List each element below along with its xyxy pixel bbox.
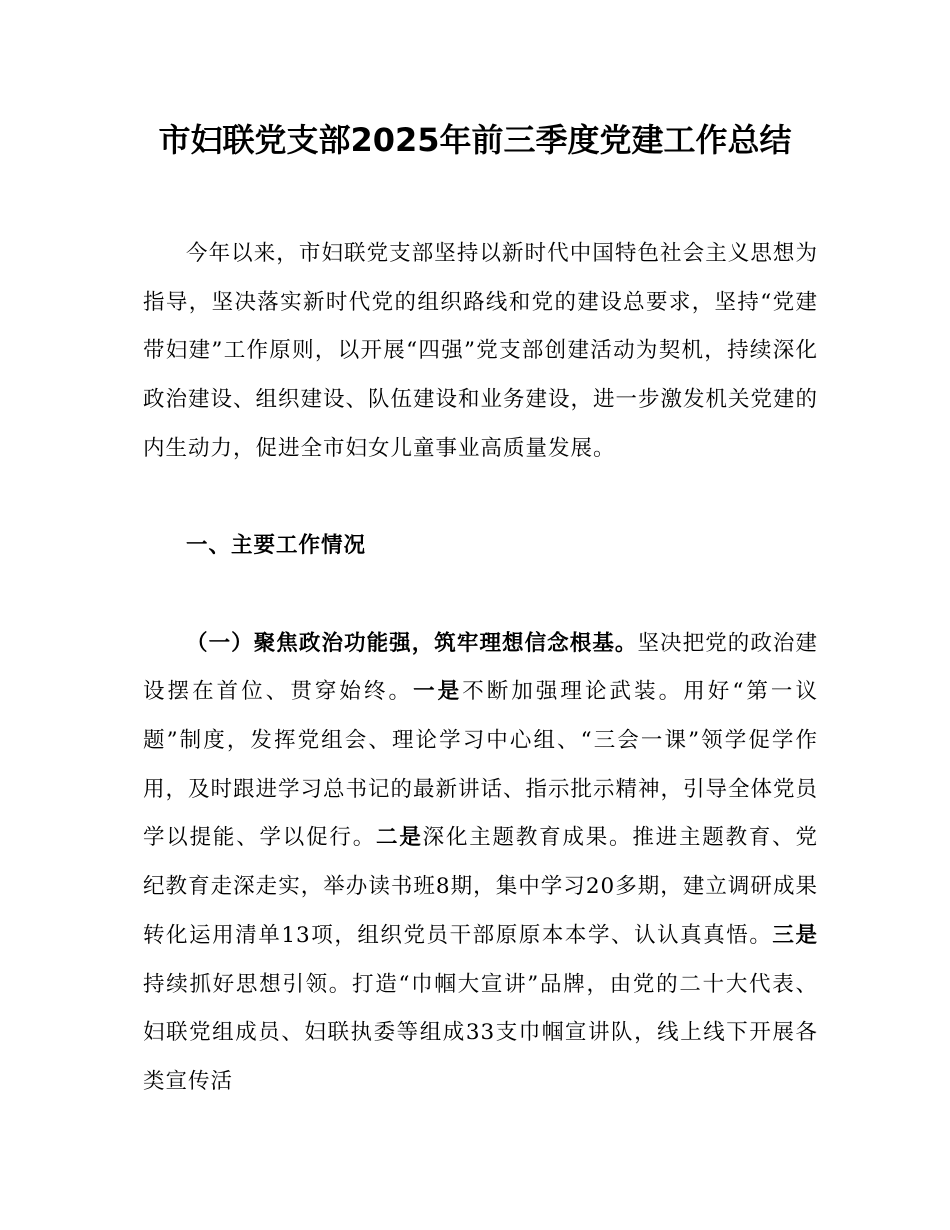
intro-paragraph: 今年以来，市妇联党支部坚持以新时代中国特色社会主义思想为指导，坚决落实新时代党的组织路线和党的建设总要求，坚持“党建带妇建”工作原则，以开展“四强”党支部创建活动为契机，持续深化政治建设、组织建设、队伍建设和业务建设，进一步激发机关党建的内生动力，促进全市妇女儿童事业高质量发展。 (143, 241, 819, 461)
paragraph-gap (143, 474, 818, 523)
section-heading: 一、主要工作情况 (186, 533, 367, 559)
paragraph-gap (143, 571, 818, 620)
point-label: 三是 (772, 922, 818, 948)
subsection-paragraph (143, 620, 818, 1107)
subsection-heading: （一）聚焦政治功能强，筑牢理想信念根基。 (186, 630, 638, 656)
point-text: 不断加强理论武装。用好“第一议题”制度，发挥党组会、理论学习中心组、“三会一课”领学促学作用，及时跟进学习总书记的最新讲话、指示批示精神，引导全体党员学以提能、学以促行。 (143, 679, 819, 851)
point-label: 二是 (376, 825, 423, 851)
document-body (143, 230, 818, 1107)
point-label: 一是 (413, 679, 463, 705)
subsection-lead: 坚决把党的政治建设摆在首位、贯穿始终。 (143, 630, 818, 705)
document-title: 市妇联党支部2025年前三季度党建工作总结 (158, 121, 792, 159)
point-text: 持续抓好思想引领。打造“巾帼大宣讲”品牌，由党的二十大代表、妇联党组成员、妇联执委等组成33支巾帼宣讲队，线上线下开展各类宣传活 (143, 971, 818, 1094)
point-text: 深化主题教育成果。推进主题教育、党纪教育走深走实，举办读书班8期，集中学习20多期，建立调研成果转化运用清单13项，组织党员干部原原本本学、认认真真悟。 (143, 825, 818, 948)
